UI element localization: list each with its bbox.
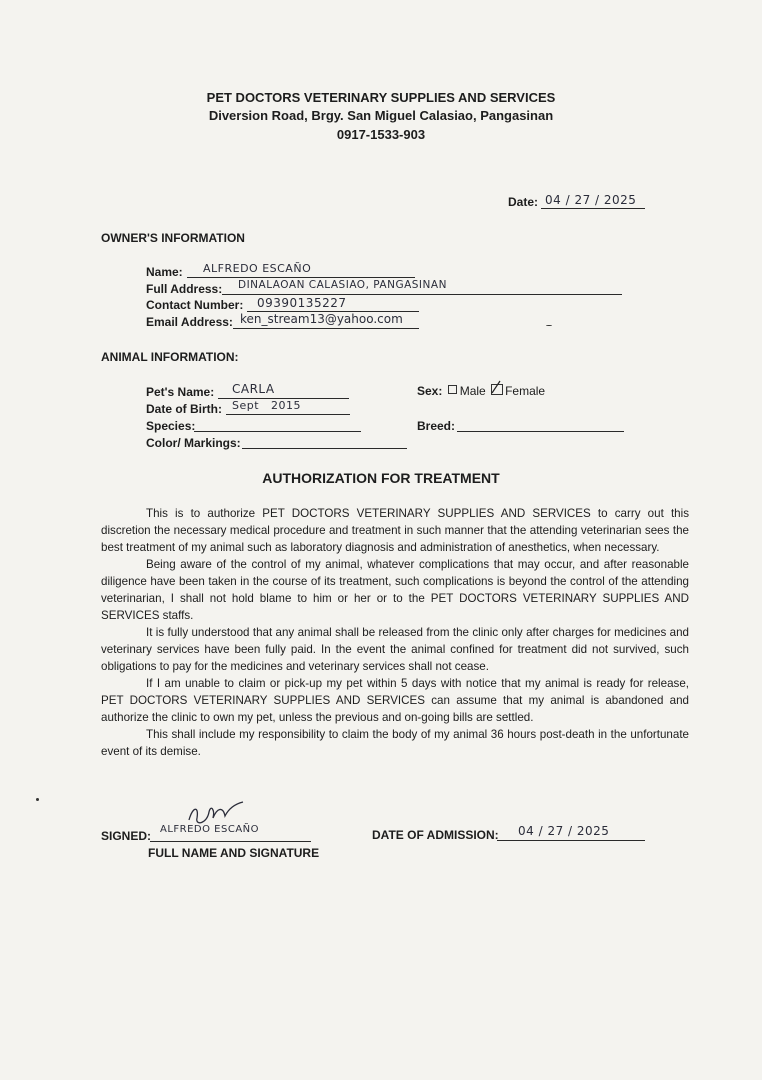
female-checkbox [491,384,503,395]
authorization-body [101,505,689,760]
date-line [541,208,645,209]
pet-name-value: CARLA [232,382,275,396]
email-address-line [233,328,419,329]
signed-name-value: ALFREDO ESCAÑO [160,824,260,835]
business-phone: 0917-1533-903 [336,127,426,142]
authorization-paragraph: Being aware of the control of my animal, whatever complications that may occur, and after reasonable diligence have been taken in the course of its treatment, such complications is beyond the control of the attending veterinarian, I shall not hold blame to him or her or to the PET DOCTORS VETERINARY SUPPLIES AND SERVICES staffs. [101,558,689,622]
business-name: PET DOCTORS VETERINARY SUPPLIES AND SERVICES [206,90,556,105]
sex-label: Sex: [417,384,443,398]
authorization-paragraph: It is fully understood that any animal shall be released from the clinic only after charges for medicines and veterinary services have been fully paid. In the event the animal confined for treatment did not survived, such obligations to pay for the medicines and veterinary services shall not cease. [101,626,689,673]
date-label: Date: [508,195,539,209]
date-value: 04 / 27 / 2025 [545,193,637,207]
signature-caption: FULL NAME AND SIGNATURE [148,846,320,860]
breed-line [457,431,624,432]
date-of-birth-value: Sept 2015 [232,399,302,412]
color-markings-label: Color/ Markings: [146,436,241,450]
admission-date-line [497,840,645,841]
animal-section-title: ANIMAL INFORMATION: [101,350,239,364]
admission-date-value: 04 / 27 / 2025 [518,824,610,838]
full-address-label: Full Address: [146,282,223,296]
owner-section-title: OWNER'S INFORMATION [101,231,245,245]
female-option-label: Female [505,384,546,398]
checkmark-icon [489,380,503,396]
business-address: Diversion Road, Brgy. San Miguel Calasiao, Pangasinan [208,108,554,123]
owner-name-label: Name: [146,265,183,279]
email-address-value: ken_stream13@yahoo.com [240,312,403,326]
sex-field [417,384,545,398]
color-markings-line [242,448,407,449]
authorization-title: AUTHORIZATION FOR TREATMENT [262,470,500,486]
signature-line [150,841,311,842]
full-address-line [222,294,622,295]
species-line [194,431,361,432]
scan-speck [546,325,552,326]
date-of-birth-line [226,414,350,415]
contact-number-label: Contact Number: [146,298,244,312]
authorization-paragraph: This is to authorize PET DOCTORS VETERINARY SUPPLIES AND SERVICES to carry out this discretion the necessary medical procedure and treatment in such manner that the attending veterinarian sees the best treatment of my animal such as laboratory diagnosis and administration of anesthetics, when necessary. [101,507,689,554]
signed-label: SIGNED: [101,829,152,843]
authorization-paragraph: If I am unable to claim or pick-up my pet within 5 days with notice that my animal is ready for release, PET DOCTORS VETERINARY SUPPLIES AND SERVICES can assume that my animal is abandoned and authorize the clinic to own my pet, unless the previous and on-going bills are settled. [101,677,689,724]
pet-name-label: Pet's Name: [146,385,215,399]
admission-date-label: DATE OF ADMISSION: [372,828,499,842]
contact-number-value: 09390135227 [257,296,347,310]
male-option-label: Male [459,384,486,398]
authorization-paragraph: This shall include my responsibility to claim the body of my animal 36 hours post-death in the unfortunate event of its demise. [101,728,689,758]
full-address-value: DINALAOAN CALASIAO, PANGASINAN [238,279,447,291]
male-checkbox [448,385,457,394]
date-of-birth-label: Date of Birth: [146,402,222,416]
species-label: Species: [146,419,196,433]
breed-label: Breed: [417,419,456,433]
email-address-label: Email Address: [146,315,233,329]
owner-name-value: ALFREDO ESCAÑO [203,262,312,275]
owner-name-line [187,277,415,278]
scan-speck [36,798,39,801]
